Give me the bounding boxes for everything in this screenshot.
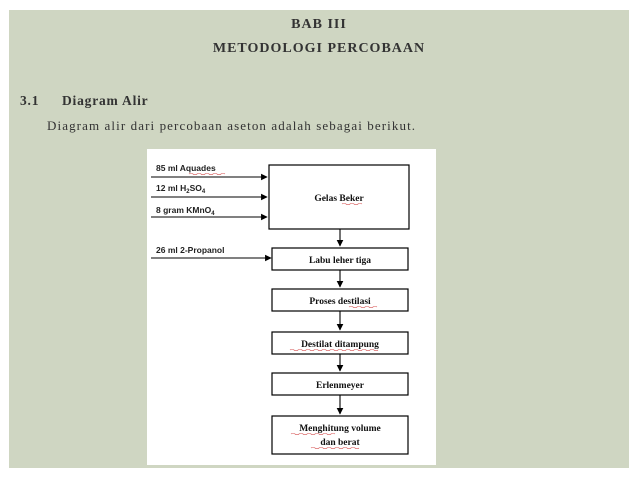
step-label-gelas-beker: Gelas Beker — [314, 194, 364, 204]
input-kmno4: 8 gram KMnO$_4$ — [156, 205, 215, 217]
spellcheck-underline — [189, 173, 225, 175]
section-title: Diagram Alir — [62, 93, 149, 108]
step-label-labu-leher-tiga: Labu leher tiga — [308, 256, 372, 266]
section-number: 3.1 — [20, 93, 40, 108]
step-label-menghitung-line1: Menghitung volume — [299, 424, 381, 434]
section-heading — [20, 93, 148, 109]
step-label-menghitung-line2: dan berat — [320, 438, 360, 448]
flow-diagram — [147, 149, 436, 465]
section-intro-text: Diagram alir dari percobaan aseton adalah sebagai berikut. — [47, 118, 417, 133]
input-propanol: 26 ml 2-Propanol — [156, 245, 225, 255]
chapter-title: METODOLOGI PERCOBAAN — [212, 41, 426, 56]
step-label-proses-destilasi: Proses destilasi — [309, 297, 371, 307]
step-label-destilat-ditampung: Destilat ditampung — [301, 340, 379, 350]
chapter-heading: BAB III — [291, 17, 347, 32]
step-label-erlenmeyer: Erlenmeyer — [315, 381, 365, 391]
input-h2so4: 12 ml $H_2SO_4$ — [156, 183, 206, 195]
input-aquades: 85 ml Aquades — [156, 163, 216, 173]
